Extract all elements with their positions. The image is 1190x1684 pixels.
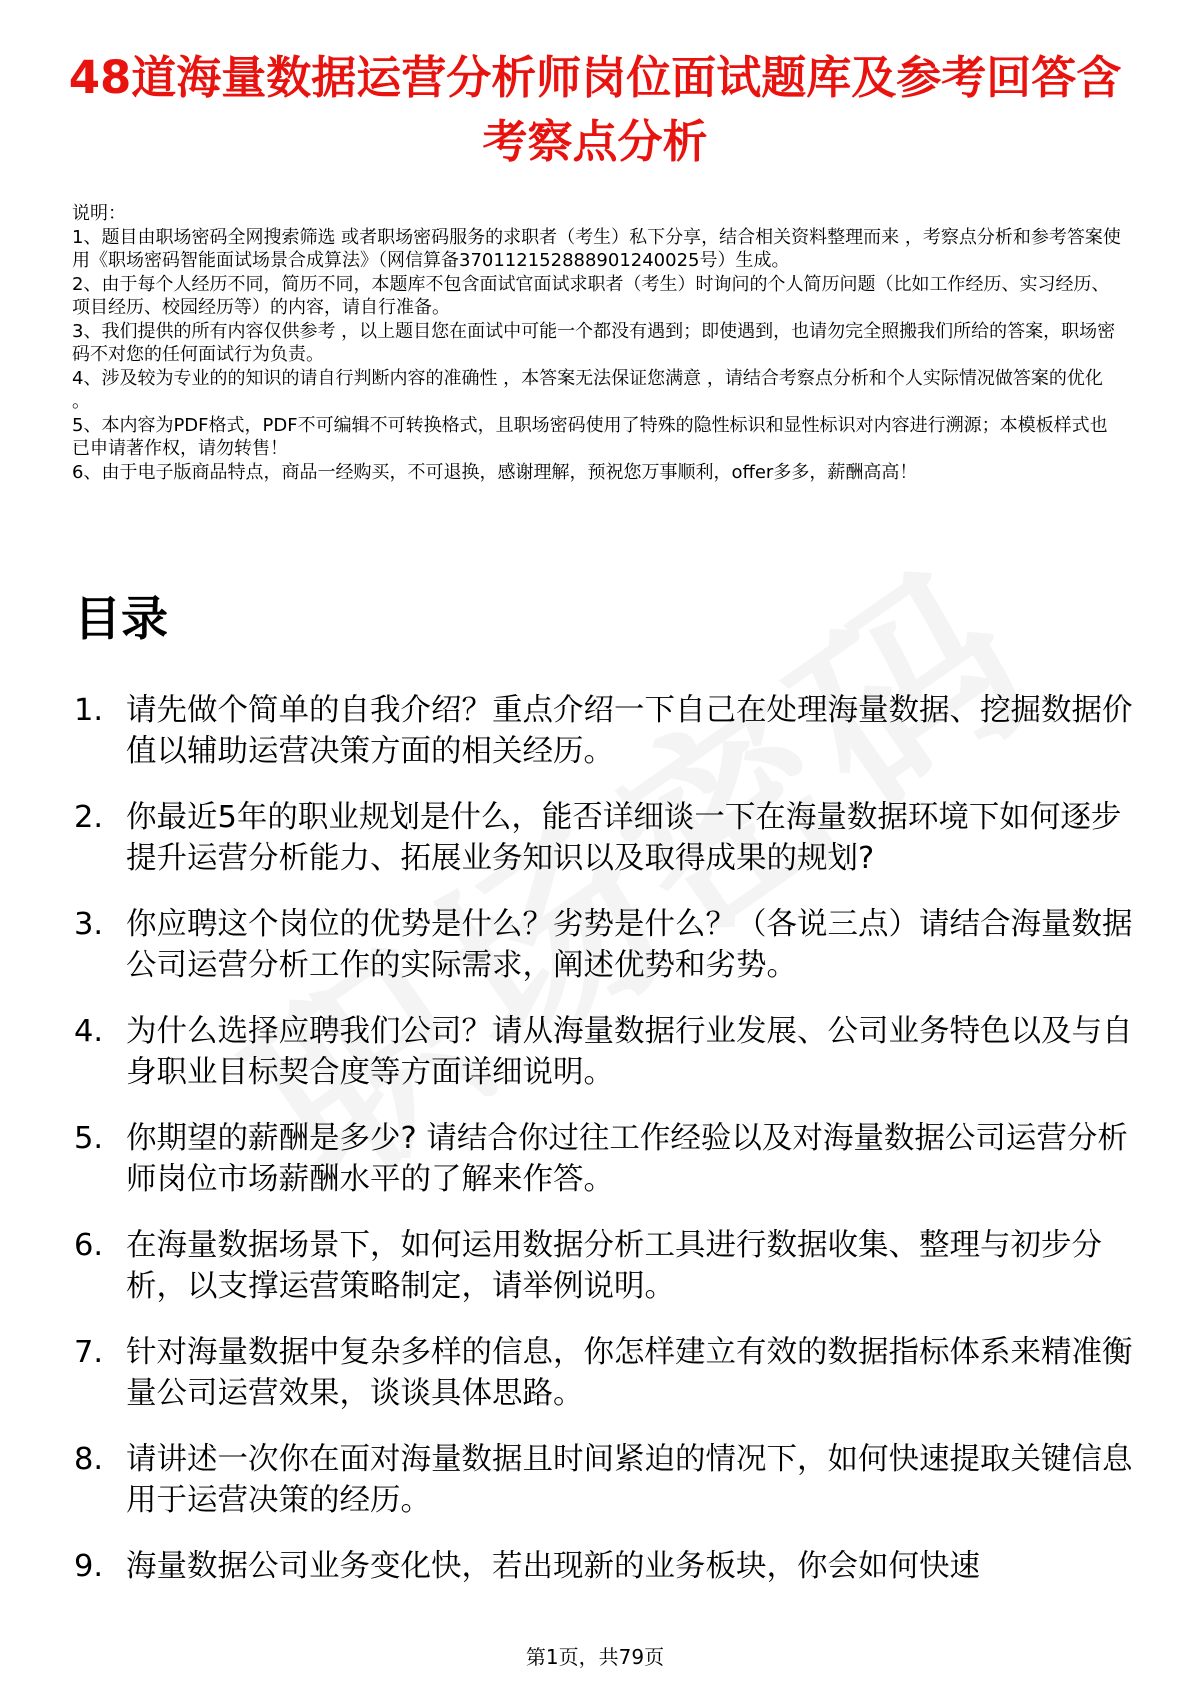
note-item: 2、由于每个人经历不同，简历不同，本题库不包含面试官面试求职者（考生）时询问的个人简历问题（比如工作经历、实习经历、项目经历、校园经历等）的内容，请自行准备。 [72,273,1110,318]
note-item: 5、本内容为PDF格式，PDF不可编辑不可转换格式，且职场密码使用了特殊的隐性标识和显性标识对内容进行溯源；本模板样式也已申请著作权，请勿转售！ [72,414,1108,459]
toc-item-number: 4. [74,1014,104,1049]
toc-item-text: 海量数据公司业务变化快，若出现新的业务板块，你会如何快速 [126,1549,980,1584]
toc-item[interactable] [74,1439,1134,1521]
toc-item-text: 请讲述一次你在面对海量数据且时间紧迫的情况下，如何快速提取关键信息用于运营决策的经历。 [126,1442,1133,1518]
toc-item-text: 你应聘这个岗位的优势是什么？劣势是什么？（各说三点）请结合海量数据公司运营分析工作的实际需求，阐述优势和劣势。 [126,907,1133,983]
toc-item[interactable] [74,1011,1134,1093]
toc-item-number: 5. [74,1121,104,1156]
toc-item[interactable] [74,1225,1134,1307]
toc-item-text: 针对海量数据中复杂多样的信息，你怎样建立有效的数据指标体系来精准衡量公司运营效果，谈谈具体思路。 [126,1335,1133,1411]
toc-heading: 目录 [74,592,168,647]
note-item: 3、我们提供的所有内容仅供参考 ，以上题目您在面试中可能一个都没有遇到；即使遇到，也请勿完全照搬我们所给的答案，职场密码不对您的任何面试行为负责。 [72,320,1116,365]
toc-item-text: 为什么选择应聘我们公司？请从海量数据行业发展、公司业务特色以及与自身职业目标契合度等方面详细说明。 [126,1014,1133,1090]
toc-item-number: 2. [74,800,104,835]
note-item: 1、题目由职场密码全网搜索筛选 或者职场密码服务的求职者（考生）私下分享，结合相关资料整理而来 ，考察点分析和参考答案使用《职场密码智能面试场景合成算法》（网信算备370112152888901240025号）生成。 [72,226,1121,271]
note-item: 6、由于电子版商品特点，商品一经购买，不可退换，感谢理解，预祝您万事顺利，offer多多，薪酬高高！ [72,461,918,483]
document-title: 48道海量数据运营分析师岗位面试题库及参考回答含考察点分析 [68,51,1122,168]
toc-item-number: 9. [74,1549,104,1584]
toc-item-text: 请先做个简单的自我介绍？重点介绍一下自己在处理海量数据、挖掘数据价值以辅助运营决策方面的相关经历。 [126,693,1133,769]
toc-item-text: 在海量数据场景下，如何运用数据分析工具进行数据收集、整理与初步分析，以支撑运营策略制定，请举例说明。 [126,1228,1102,1304]
toc-list [74,690,1134,1612]
toc-item[interactable] [74,904,1134,986]
note-item: 4、涉及较为专业的的知识的请自行判断内容的准确性 ，本答案无法保证您满意 ，请结合考察点分析和个人实际情况做答案的优化 。 [72,367,1103,412]
toc-item-number: 7. [74,1335,104,1370]
notes-heading: 说明： [72,203,126,224]
toc-item[interactable] [74,797,1134,879]
toc-item[interactable] [74,1118,1134,1200]
notes-section [72,202,1122,484]
toc-item-number: 3. [74,907,104,942]
toc-item-number: 1. [74,693,104,728]
toc-item-number: 8. [74,1442,104,1477]
toc-item[interactable] [74,690,1134,772]
toc-item-number: 6. [74,1228,104,1263]
toc-item-text: 你最近5年的职业规划是什么，能否详细谈一下在海量数据环境下如何逐步提升运营分析能力、拓展业务知识以及取得成果的规划? [126,800,1122,876]
toc-item-text: 你期望的薪酬是多少? 请结合你过往工作经验以及对海量数据公司运营分析师岗位市场薪酬水平的了解来作答。 [126,1121,1128,1197]
toc-item[interactable] [74,1546,1134,1587]
toc-item[interactable] [74,1332,1134,1414]
page-footer: 第1页，共79页 [525,1645,665,1669]
